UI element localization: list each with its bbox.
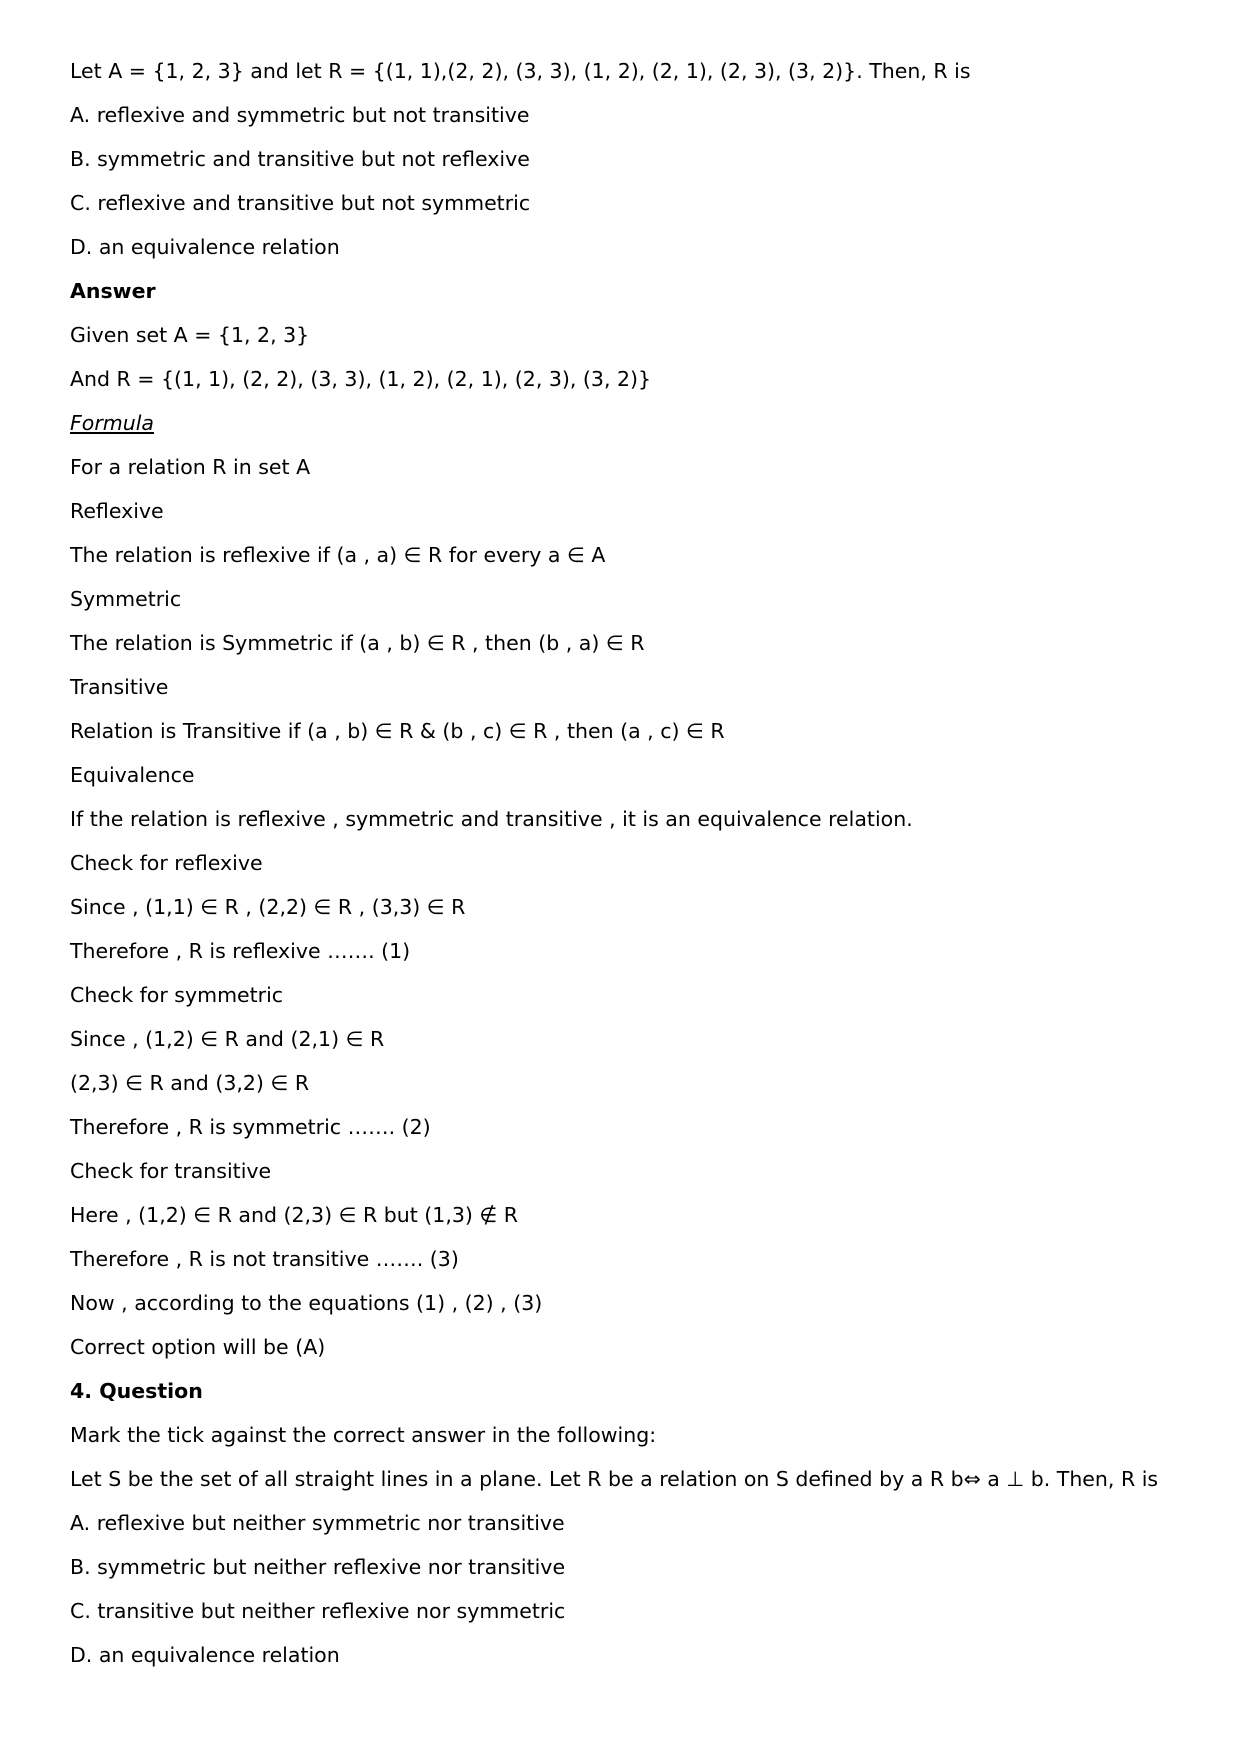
solution-line: Since , (1,1) ∈ R , (2,2) ∈ R , (3,3) ∈ R	[70, 895, 466, 919]
document-page	[70, 55, 1190, 1683]
solution-line: Here , (1,2) ∈ R and (2,3) ∈ R but (1,3) ∉ R	[70, 1203, 519, 1227]
given-relation: And R = {(1, 1), (2, 2), (3, 3), (1, 2), (2, 1), (2, 3), (3, 2)}	[70, 367, 652, 391]
option-c: C. reflexive and transitive but not symmetric	[70, 191, 531, 215]
solution-line: If the relation is reflexive , symmetric and transitive , it is an equivalence relation.	[70, 807, 913, 831]
solution-line: Now , according to the equations (1) , (2) , (3)	[70, 1291, 543, 1315]
solution-line: Reflexive	[70, 499, 164, 523]
solution-line: Relation is Transitive if (a , b) ∈ R & (b , c) ∈ R , then (a , c) ∈ R	[70, 719, 725, 743]
solution-line: Since , (1,2) ∈ R and (2,1) ∈ R	[70, 1027, 385, 1051]
solution-line: Therefore , R is not transitive ……. (3)	[70, 1247, 459, 1271]
solution-line: For a relation R in set A	[70, 455, 311, 479]
given-set: Given set A = {1, 2, 3}	[70, 323, 310, 347]
solution-line: Symmetric	[70, 587, 182, 611]
question-4-option-d: D. an equivalence relation	[70, 1643, 340, 1667]
question-4-instruction: Mark the tick against the correct answer in the following:	[70, 1423, 657, 1447]
question-4-option-c: C. transitive but neither reflexive nor symmetric	[70, 1599, 566, 1623]
solution-line: Transitive	[70, 675, 169, 699]
answer-heading: Answer	[70, 279, 156, 303]
solution-line: Check for transitive	[70, 1159, 272, 1183]
question-4-heading: 4. Question	[70, 1379, 203, 1403]
question-stem: Let A = {1, 2, 3} and let R = {(1, 1),(2, 2), (3, 3), (1, 2), (2, 1), (2, 3), (3, 2)}. Then, R is	[70, 59, 971, 83]
solution-line: (2,3) ∈ R and (3,2) ∈ R	[70, 1071, 310, 1095]
question-4-stem: Let S be the set of all straight lines in a plane. Let R be a relation on S defined by a R b⇔ a ⊥ b. Then, R is	[70, 1467, 1159, 1491]
solution-line: Check for symmetric	[70, 983, 284, 1007]
solution-line: Equivalence	[70, 763, 195, 787]
solution-line: Therefore , R is reflexive ……. (1)	[70, 939, 411, 963]
option-d: D. an equivalence relation	[70, 235, 340, 259]
solution-line: The relation is Symmetric if (a , b) ∈ R , then (b , a) ∈ R	[70, 631, 645, 655]
solution-line: Correct option will be (A)	[70, 1335, 326, 1359]
option-a: A. reflexive and symmetric but not transitive	[70, 103, 530, 127]
solution-line: Therefore , R is symmetric ……. (2)	[70, 1115, 431, 1139]
option-b: B. symmetric and transitive but not reflexive	[70, 147, 530, 171]
solution-line: The relation is reflexive if (a , a) ∈ R for every a ∈ A	[70, 543, 606, 567]
formula-label: Formula	[70, 411, 154, 435]
question-4-option-b: B. symmetric but neither reflexive nor transitive	[70, 1555, 566, 1579]
question-4-option-a: A. reflexive but neither symmetric nor transitive	[70, 1511, 565, 1535]
solution-line: Check for reflexive	[70, 851, 263, 875]
